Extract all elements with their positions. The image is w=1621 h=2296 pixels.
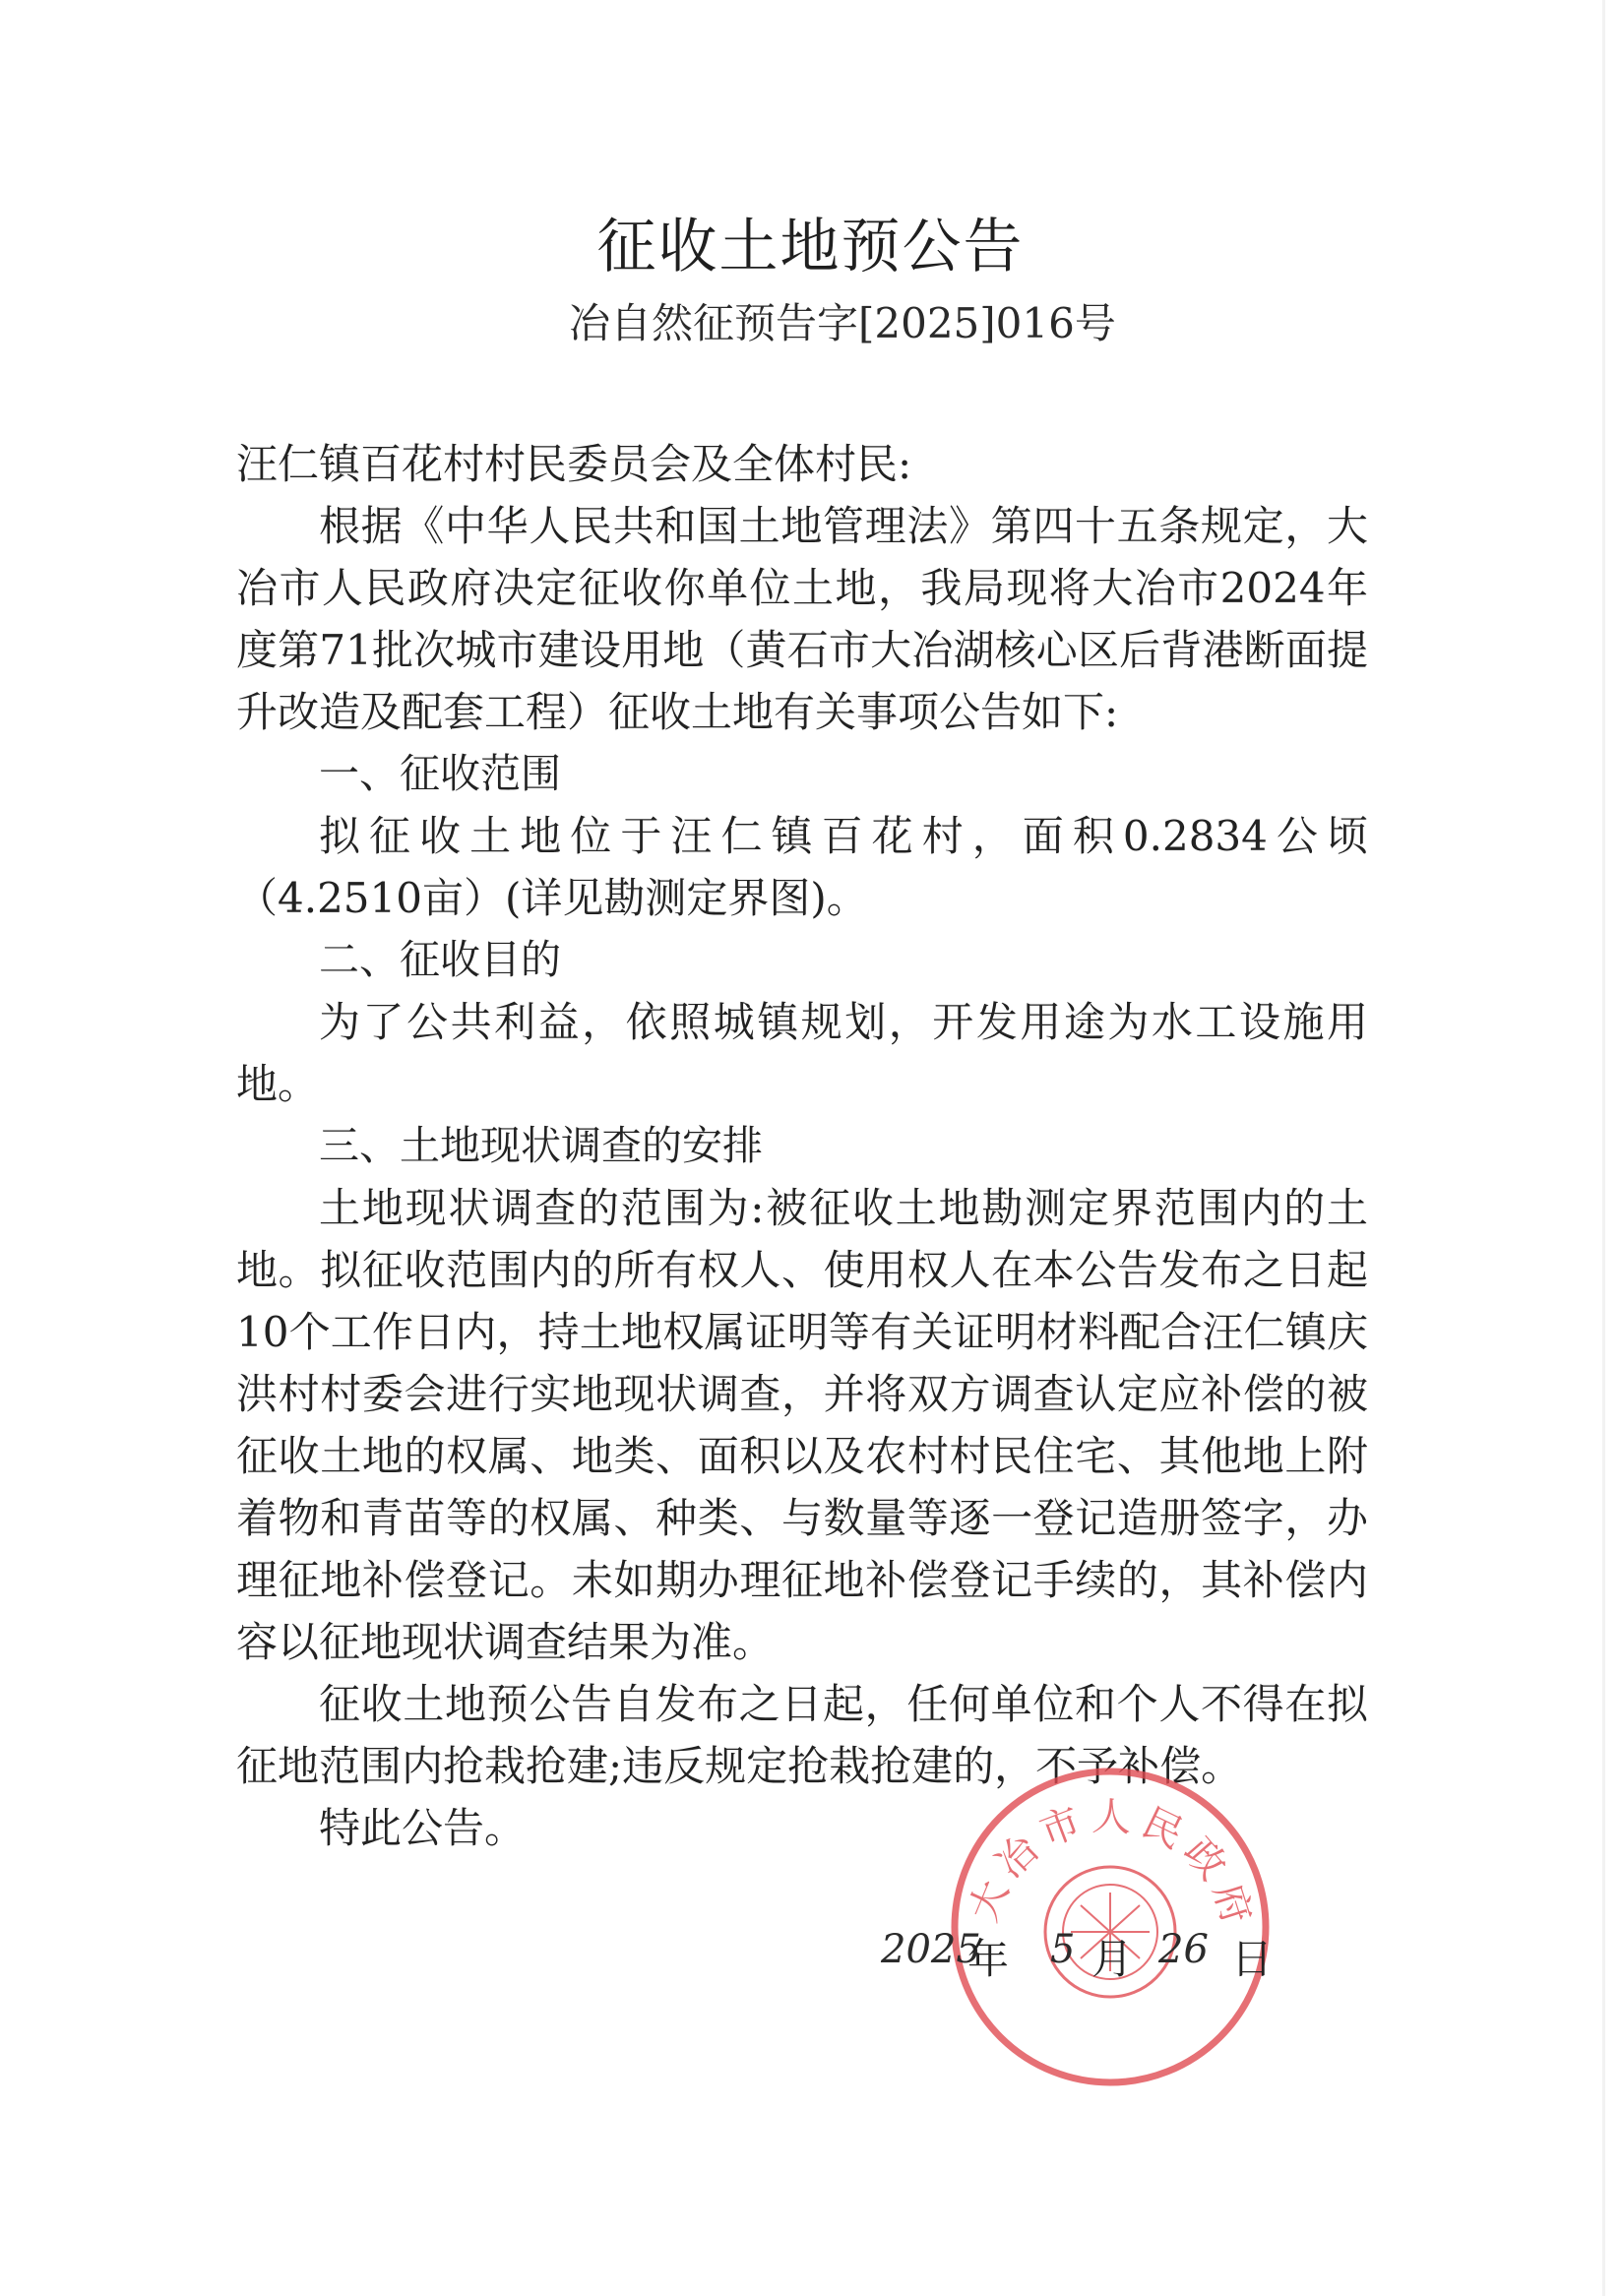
date-month-handwritten: 5 <box>1050 1927 1076 1972</box>
section-heading-purpose: 二、征收目的 <box>319 936 561 983</box>
date-day-handwritten: 26 <box>1158 1927 1209 1972</box>
section-heading-scope: 一、征收范围 <box>319 750 561 797</box>
document-body <box>236 433 1368 1859</box>
document-number: 冶自然征预告字[2025]016号 <box>569 299 1116 347</box>
scan-edge <box>1602 0 1605 2296</box>
date-month-char: 月 <box>1091 1935 1134 1983</box>
date-year-char: 年 <box>967 1935 1010 1983</box>
signature-date <box>881 1927 1294 1990</box>
date-day-char: 日 <box>1231 1935 1274 1983</box>
date-year-handwritten: 2025 <box>881 1927 981 1972</box>
section-text-scope: 拟征收土地位于汪仁镇百花村，面积0.2834公顷（4.2510亩）(详见勘测定界图)。 <box>236 812 1368 922</box>
notice-paragraph: 征收土地预公告自发布之日起，任何单位和个人不得在拟征地范围内抢栽抢建;违反规定抢栽抢建的，不予补偿。 <box>236 1680 1368 1790</box>
svg-text:大冶市人民政府: 大冶市人民政府 <box>961 1794 1263 1938</box>
section-text-survey: 土地现状调查的范围为:被征收土地勘测定界范围内的土地。拟征收范围内的所有权人、使用权人在本公告发布之日起10个工作日内，持土地权属证明等有关证明材料配合汪仁镇庆洪村村委会进行实地现状调查，并将双方调查认定应补偿的被征收土地的权属、地类、面积以及农村村民住宅、其他地上附着物和青苗等的权属、种类、与数量等逐一登记造册签字，办理征地补偿登记。未如期办理征地补偿登记手续的，其补偿内容以征地现状调查结果为准。 <box>236 1184 1368 1666</box>
document-title: 征收土地预公告 <box>596 213 1025 281</box>
closing-line: 特此公告。 <box>319 1804 527 1852</box>
section-heading-survey: 三、土地现状调查的安排 <box>319 1122 763 1169</box>
intro-paragraph: 根据《中华人民共和国土地管理法》第四十五条规定，大冶市人民政府决定征收你单位土地，我局现将大冶市2024年度第71批次城市建设用地（黄石市大冶湖核心区后背港断面提升改造及配套工程）征收土地有关事项公告如下: <box>236 502 1368 736</box>
salutation: 汪仁镇百花村村民委员会及全体村民: <box>236 440 912 488</box>
section-text-purpose: 为了公共利益，依照城镇规划，开发用途为水工设施用地。 <box>236 998 1368 1108</box>
